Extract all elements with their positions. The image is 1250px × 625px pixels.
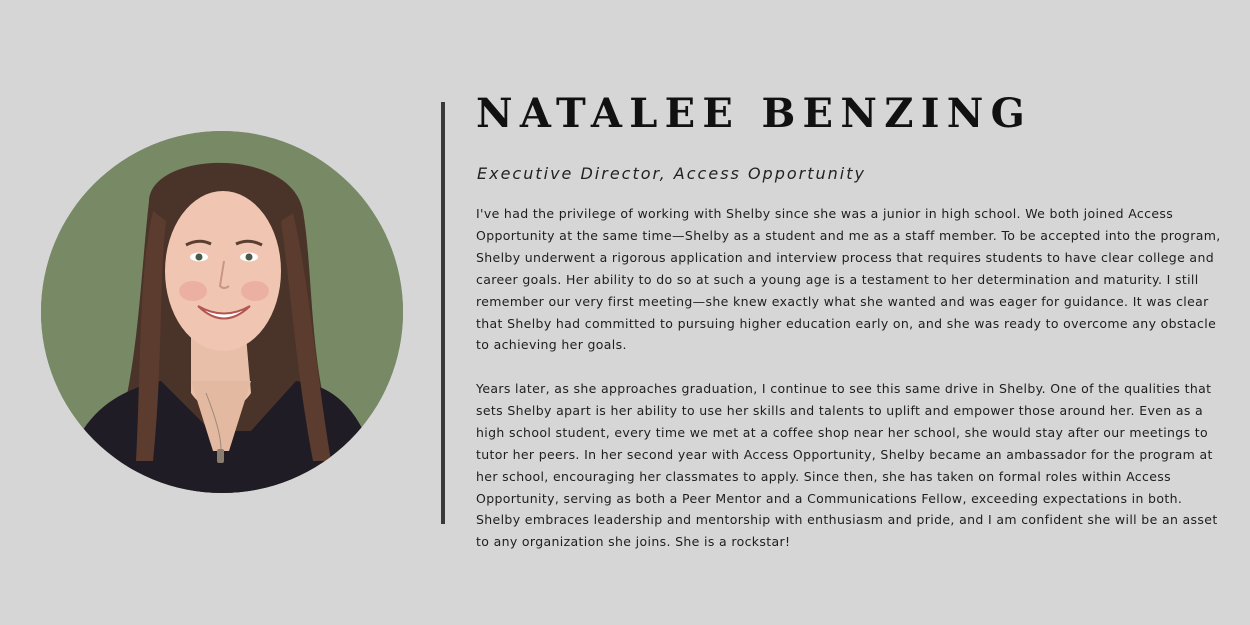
testimonial-paragraph: I've had the privilege of working with Shelby since she was a junior in high school. We both joined Access Opportunity at the same time—Shelby as a student and me as a staff member. To be accepted into the program, Shelby underwent a rigorous application and interview process that requires students to have clear college and career goals. Her ability to do so at such a young age is a testament to her determination and maturity. I still remember our very first meeting—she knew exactly what she wanted and was eager for guidance. It was clear that Shelby had committed to pursuing higher education early on, and she was ready to overcome any obstacle to achieving her goals. xyxy=(476,206,1221,353)
person-photo-illustration xyxy=(41,131,403,493)
testimonial-paragraph: Years later, as she approaches graduation, I continue to see this same drive in Shelby. One of the qualities that sets Shelby apart is her ability to use her skills and talents to uplift and empower those around her. Even as a high school student, every time we met at a coffee shop near her school, she would stay after our meetings to tutor her peers. In her second year with Access Opportunity, Shelby became an ambassador for the program at her school, encouraging her classmates to apply. Since then, she has taken on formal roles within Access Opportunity, serving as both a Peer Mentor and a Communications Fellow, exceeding expectations in both. Shelby embraces leadership and mentorship with enthusiasm and pride, and I am confident she will be an asset to any organization she joins. She is a rockstar! xyxy=(476,381,1218,550)
portrait-photo xyxy=(41,131,403,493)
vertical-divider xyxy=(441,102,445,524)
person-name: NATALEE BENZING xyxy=(476,90,1033,137)
person-title: Executive Director, Access Opportunity xyxy=(477,164,866,183)
